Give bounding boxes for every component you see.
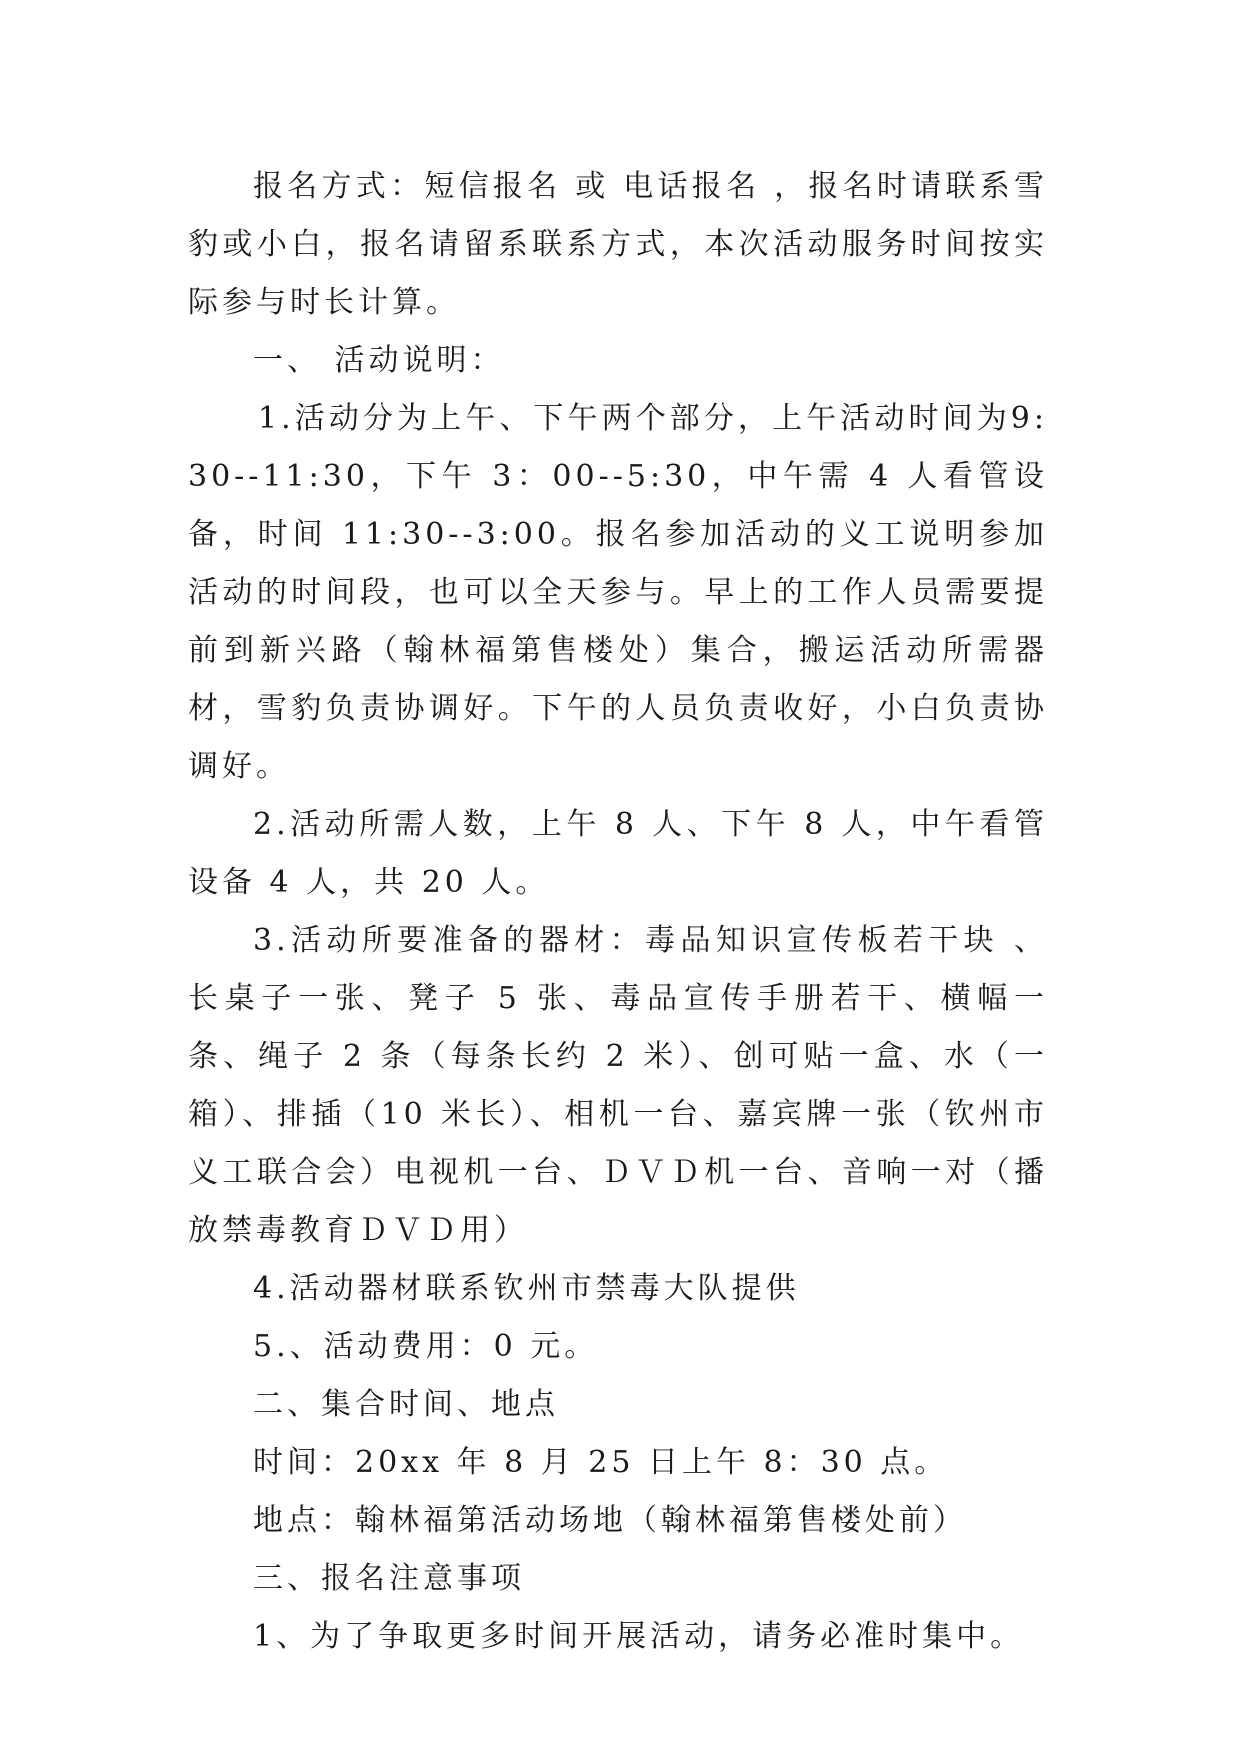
registration-method-paragraph: 报名方式：短信报名 或 电话报名 ，报名时请联系雪豹或小白，报名请留系联系方式，本次活动服务时间按实际参与时长计算。 bbox=[188, 169, 1048, 320]
activity-note-5: 5.、活动费用：0 元。 bbox=[253, 1329, 599, 1364]
section-1-heading: 一、 活动说明： bbox=[253, 343, 505, 378]
activity-note-4: 4.活动器材联系钦州市禁毒大队提供 bbox=[253, 1271, 800, 1306]
activity-note-1: 1.活动分为上午、下午两个部分，上午活动时间为9:30--11:30，下午 3：00--5:30，中午需 4 人看管设备，时间 11:30--3:00。报名参加活动的义工说明参加活动的时间段，也可以全天参与。早上的工作人员需要提前到新兴路（翰林福第售楼处）集合，搬运活动所需器材，雪豹负责协调好。下午的人员负责收好，小白负责协调好。 bbox=[188, 401, 1048, 784]
gathering-location: 地点：翰林福第活动场地（翰林福第售楼处前） bbox=[253, 1503, 967, 1538]
activity-note-3: 3.活动所要准备的器材：毒品知识宣传板若干块 、长桌子一张、凳子 5 张、毒品宣传手册若干、横幅一条、绳子 2 条（每条长约 2 米）、创可贴一盒、水（一箱）、排插（10 米长）、相机一台、嘉宾牌一张（钦州市义工联合会）电视机一台、ＤＶＤ机一台、音响一对（播放禁毒教育ＤＶＤ用） bbox=[188, 923, 1048, 1248]
document-body bbox=[188, 158, 1048, 1666]
registration-note-1: 1、为了争取更多时间开展活动，请务必准时集中。 bbox=[253, 1619, 1025, 1654]
activity-note-2: 2.活动所需人数，上午 8 人、下午 8 人，中午看管设备 4 人，共 20 人。 bbox=[188, 807, 1048, 900]
gathering-time: 时间：20xx 年 8 月 25 日上午 8：30 点。 bbox=[253, 1445, 949, 1480]
section-2-heading: 二、集合时间、地点 bbox=[253, 1387, 559, 1422]
section-3-heading: 三、报名注意事项 bbox=[253, 1561, 525, 1596]
